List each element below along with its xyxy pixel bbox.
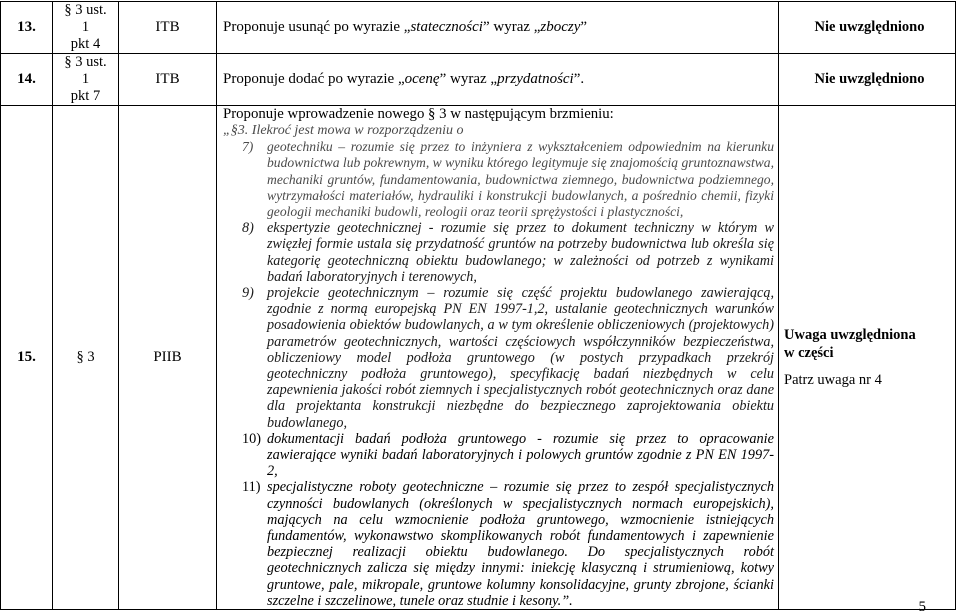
proposal-text: ”.	[573, 71, 585, 87]
row-number: 13.	[1, 2, 53, 54]
source: ITB	[119, 2, 217, 54]
definition-item	[223, 285, 778, 431]
proposal-term: stateczności	[410, 19, 483, 35]
row-number: 14.	[1, 54, 53, 106]
proposal-text: ” wyraz „	[482, 19, 541, 35]
item-text: projekcie geotechnicznym – rozumie się część projektu budowlanego zawierającą, zgodnie z normą europejską PN EN 1997-1,2, ustalanie geotechnicznych warunków posadowienia obiektów budowlanych, a w tym określenie obliczeniowych (projektowych) parametrów geotechnicznych, wartości częściowych współczynników bezpieczeństwa, obliczeniowy model podłoża gruntowego (w postych przypadkach przekrój geotechniczny podłoża gruntowego), specyfikację badań niezbędnych w celu zapewnienia jakości robót ziemnych i specjalistycznych robót geotechnicznych oraz dane dla projektanta konstrukcji niezbędne do bezpiecznego zaprojektowania obiektu budowlanego,	[267, 285, 774, 431]
article-line: 1	[81, 19, 90, 35]
definition-item	[223, 139, 778, 220]
proposal-text: ”	[580, 19, 588, 35]
page-number: 5	[918, 599, 926, 615]
status-line: w części	[784, 345, 834, 362]
article-ref	[53, 2, 119, 54]
table-row	[1, 54, 956, 106]
proposal	[217, 106, 779, 610]
article-line: pkt 4	[70, 36, 101, 52]
article-line: § 3 ust.	[64, 54, 107, 70]
definition-item	[223, 220, 778, 285]
status: Nie uwzględniono	[779, 2, 956, 54]
proposal-term: przydatności	[497, 71, 574, 87]
definition-item	[223, 431, 778, 480]
status	[779, 106, 956, 610]
proposal-lead: „§3. Ilekroć jest mowa w rozporządzeniu o	[223, 123, 464, 138]
status-line: Uwaga uwzględniona	[784, 327, 916, 344]
item-number: 8)	[242, 220, 254, 237]
comments-table	[0, 1, 956, 610]
item-text: specjalistyczne roboty geotechniczne – rozumie się przez to zespół specjalistycznych czynności budowlanych (określonych w specjalistycznych normach europejskich), mających na celu wzmocnienie podłoża gruntowego, wzmocnienie istniejących fundamentów, wykonawstwo skomplikowanych robót fundamentowych i zapewnienie bezpiecznej realizacji obiektu budowlanego. Do specjalistycznych robót geotechnicznych zalicza się między innymi: iniekcję klasyczną i strumieniową, kotwy gruntowe, pale, mikropale, gruntowe kolumny konsolidacyjne, grunty zbrojone, ścianki szczelne i szczelinowe, tunele oraz studnie i kesony.”.	[267, 479, 774, 609]
proposal-term: zboczy	[540, 19, 581, 35]
article-ref	[53, 54, 119, 106]
proposal-text: Proponuje dodać po wyrazie „	[223, 71, 405, 87]
proposal-term: ocenę	[404, 71, 440, 87]
item-text: geotechniku – rozumie się przez to inżyniera z wykształceniem odpowiednim na kierunku budownictwa lub pokrewnym, w wyniku którego legitymuje się znajomością gruntoznawstwa, mechaniki gruntów, fundamentowania, budownictwa ziemnego, budownictwa podziemnego, wytrzymałości materiałów, hydrauliki i konstrukcji budowlanych, a pośrednio chemii, fizyki geologii mechaniki budowli, reologii oraz teorii sprężystości i plastyczności,	[267, 139, 774, 220]
article-line: § 3 ust.	[64, 2, 107, 18]
table-row	[1, 106, 956, 610]
article-line: pkt 7	[70, 88, 101, 104]
item-number: 9)	[242, 285, 254, 302]
proposal-text: ” wyraz „	[439, 71, 498, 87]
proposal-text: Proponuje usunąć po wyrazie „	[223, 19, 411, 35]
item-number: 7)	[242, 139, 254, 155]
article-ref: § 3	[53, 106, 119, 610]
item-number: 11)	[242, 479, 261, 496]
item-number: 10)	[242, 430, 262, 447]
definition-item	[223, 479, 778, 609]
source: ITB	[119, 54, 217, 106]
see-reference: Patrz uwaga nr 4	[784, 372, 882, 389]
source: PIIB	[119, 106, 217, 610]
item-text: ekspertyzie geotechnicznej - rozumie się przez to dokument techniczny w którym w zwięzłej formie ustala się przydatność gruntów na potrzeby budownictwa lub określa się kategorię geotechniczną obiektu budowlanego; w zależności od potrzeb z wynikami badań laboratoryjnych i terenowych,	[267, 220, 774, 285]
proposal	[217, 2, 779, 54]
table-row	[1, 2, 956, 54]
status: Nie uwzględniono	[779, 54, 956, 106]
row-number: 15.	[1, 106, 53, 610]
proposal	[217, 54, 779, 106]
article-line: 1	[81, 71, 90, 87]
proposal-intro: Proponuje wprowadzenie nowego § 3 w następującym brzmieniu:	[223, 106, 614, 122]
item-text: dokumentacji badań podłoża gruntowego - rozumie się przez to opracowanie zawierające wyniki badań laboratoryjnych i polowych gruntów zgodnie z PN EN 1997-2,	[267, 430, 774, 480]
